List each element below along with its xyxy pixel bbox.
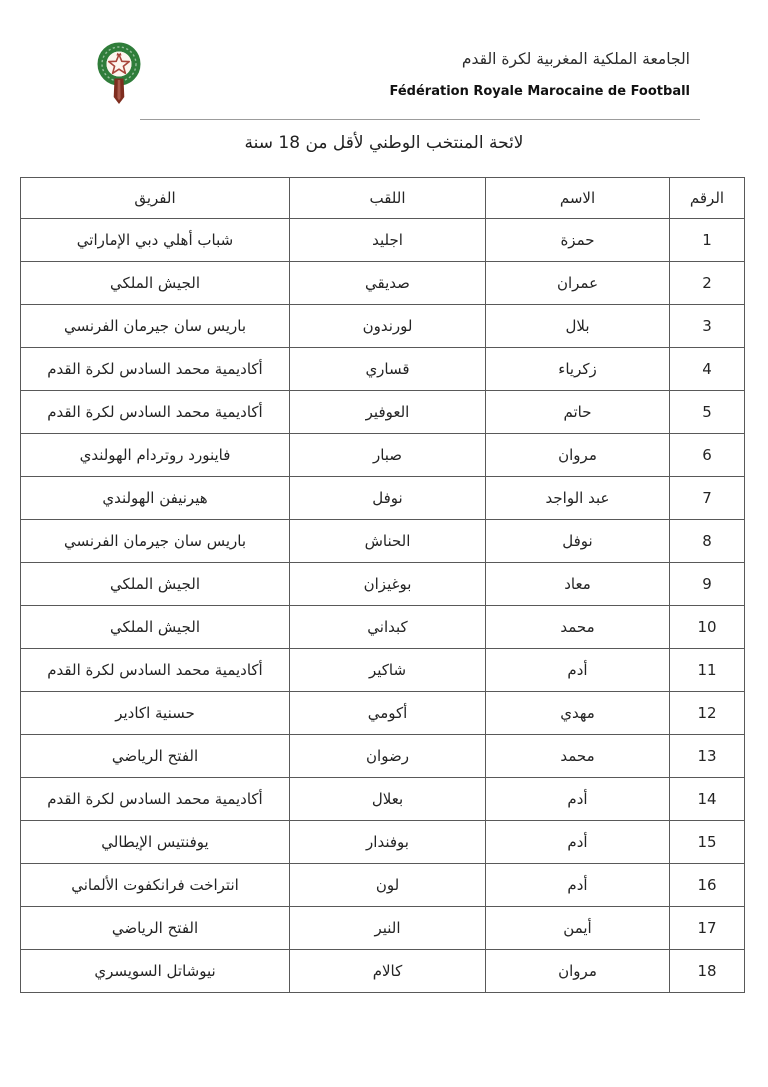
cell-team: باريس سان جيرمان الفرنسي (21, 520, 290, 563)
header-divider (140, 119, 700, 120)
cell-num: 7 (670, 477, 745, 520)
column-header-2: اللقب (290, 178, 486, 219)
cell-team: فاينورد روتردام الهولندي (21, 434, 290, 477)
cell-num: 3 (670, 305, 745, 348)
column-header-1: الاسم (486, 178, 670, 219)
column-header-0: الرقم (670, 178, 745, 219)
cell-num: 13 (670, 735, 745, 778)
table-row (21, 262, 745, 305)
cell-first_name: مروان (486, 434, 670, 477)
table-row (21, 864, 745, 907)
org-name-french: Fédération Royale Marocaine de Football (389, 84, 690, 99)
cell-team: الجيش الملكي (21, 262, 290, 305)
cell-num: 14 (670, 778, 745, 821)
column-header-3: الفريق (21, 178, 290, 219)
cell-team: أكاديمية محمد السادس لكرة القدم (21, 778, 290, 821)
players-table-body (21, 219, 745, 993)
table-row (21, 649, 745, 692)
cell-first_name: زكرياء (486, 348, 670, 391)
cell-team: انتراخت فرانكفوت الألماني (21, 864, 290, 907)
cell-team: نيوشاتل السويسري (21, 950, 290, 993)
cell-num: 6 (670, 434, 745, 477)
cell-team: شباب أهلي دبي الإماراتي (21, 219, 290, 262)
cell-last_name: نوفل (290, 477, 486, 520)
cell-first_name: أدم (486, 649, 670, 692)
cell-first_name: مروان (486, 950, 670, 993)
cell-team: أكاديمية محمد السادس لكرة القدم (21, 348, 290, 391)
cell-team: الجيش الملكي (21, 606, 290, 649)
cell-first_name: أدم (486, 778, 670, 821)
table-row (21, 606, 745, 649)
cell-num: 1 (670, 219, 745, 262)
cell-num: 5 (670, 391, 745, 434)
table-header-row (21, 178, 745, 219)
cell-num: 4 (670, 348, 745, 391)
cell-last_name: اجليد (290, 219, 486, 262)
cell-num: 9 (670, 563, 745, 606)
cell-first_name: مهدي (486, 692, 670, 735)
cell-last_name: بوفندار (290, 821, 486, 864)
table-row (21, 563, 745, 606)
table-row (21, 692, 745, 735)
cell-last_name: صديقي (290, 262, 486, 305)
cell-team: باريس سان جيرمان الفرنسي (21, 305, 290, 348)
players-table-container (20, 177, 744, 993)
cell-team: الفتح الرياضي (21, 735, 290, 778)
table-row (21, 907, 745, 950)
table-row (21, 477, 745, 520)
cell-last_name: لون (290, 864, 486, 907)
table-row (21, 821, 745, 864)
federation-crest-icon (96, 40, 142, 108)
cell-last_name: شاكير (290, 649, 486, 692)
cell-last_name: قساري (290, 348, 486, 391)
cell-num: 12 (670, 692, 745, 735)
table-row (21, 348, 745, 391)
cell-last_name: كالام (290, 950, 486, 993)
cell-last_name: كبداني (290, 606, 486, 649)
table-row (21, 391, 745, 434)
cell-first_name: بلال (486, 305, 670, 348)
cell-first_name: عبد الواجد (486, 477, 670, 520)
cell-first_name: معاد (486, 563, 670, 606)
cell-team: هيرنيفن الهولندي (21, 477, 290, 520)
cell-last_name: الحناش (290, 520, 486, 563)
cell-num: 10 (670, 606, 745, 649)
org-name-arabic: الجامعة الملكية المغربية لكرة القدم (461, 50, 690, 68)
cell-first_name: أدم (486, 821, 670, 864)
org-header (390, 50, 691, 99)
cell-first_name: أيمن (486, 907, 670, 950)
cell-first_name: أدم (486, 864, 670, 907)
table-row (21, 219, 745, 262)
document-title: لائحة المنتخب الوطني لأقل من 18 سنة (244, 133, 524, 153)
cell-team: أكاديمية محمد السادس لكرة القدم (21, 649, 290, 692)
cell-num: 15 (670, 821, 745, 864)
cell-num: 11 (670, 649, 745, 692)
cell-first_name: حاتم (486, 391, 670, 434)
cell-last_name: أكومي (290, 692, 486, 735)
cell-last_name: صبار (290, 434, 486, 477)
cell-last_name: بوغيزان (290, 563, 486, 606)
cell-num: 18 (670, 950, 745, 993)
cell-last_name: رضوان (290, 735, 486, 778)
cell-first_name: حمزة (486, 219, 670, 262)
cell-team: أكاديمية محمد السادس لكرة القدم (21, 391, 290, 434)
cell-first_name: محمد (486, 735, 670, 778)
table-row (21, 950, 745, 993)
cell-first_name: نوفل (486, 520, 670, 563)
cell-last_name: بعلال (290, 778, 486, 821)
cell-team: الجيش الملكي (21, 563, 290, 606)
cell-team: الفتح الرياضي (21, 907, 290, 950)
cell-team: يوفنتيس الإيطالي (21, 821, 290, 864)
cell-num: 16 (670, 864, 745, 907)
cell-num: 17 (670, 907, 745, 950)
cell-first_name: محمد (486, 606, 670, 649)
cell-team: حسنية اكادير (21, 692, 290, 735)
table-row (21, 520, 745, 563)
cell-last_name: النير (290, 907, 486, 950)
table-row (21, 735, 745, 778)
cell-first_name: عمران (486, 262, 670, 305)
table-row (21, 305, 745, 348)
players-table (20, 177, 745, 993)
cell-last_name: لورندون (290, 305, 486, 348)
table-row (21, 434, 745, 477)
cell-num: 2 (670, 262, 745, 305)
table-row (21, 778, 745, 821)
cell-last_name: العوفير (290, 391, 486, 434)
cell-num: 8 (670, 520, 745, 563)
